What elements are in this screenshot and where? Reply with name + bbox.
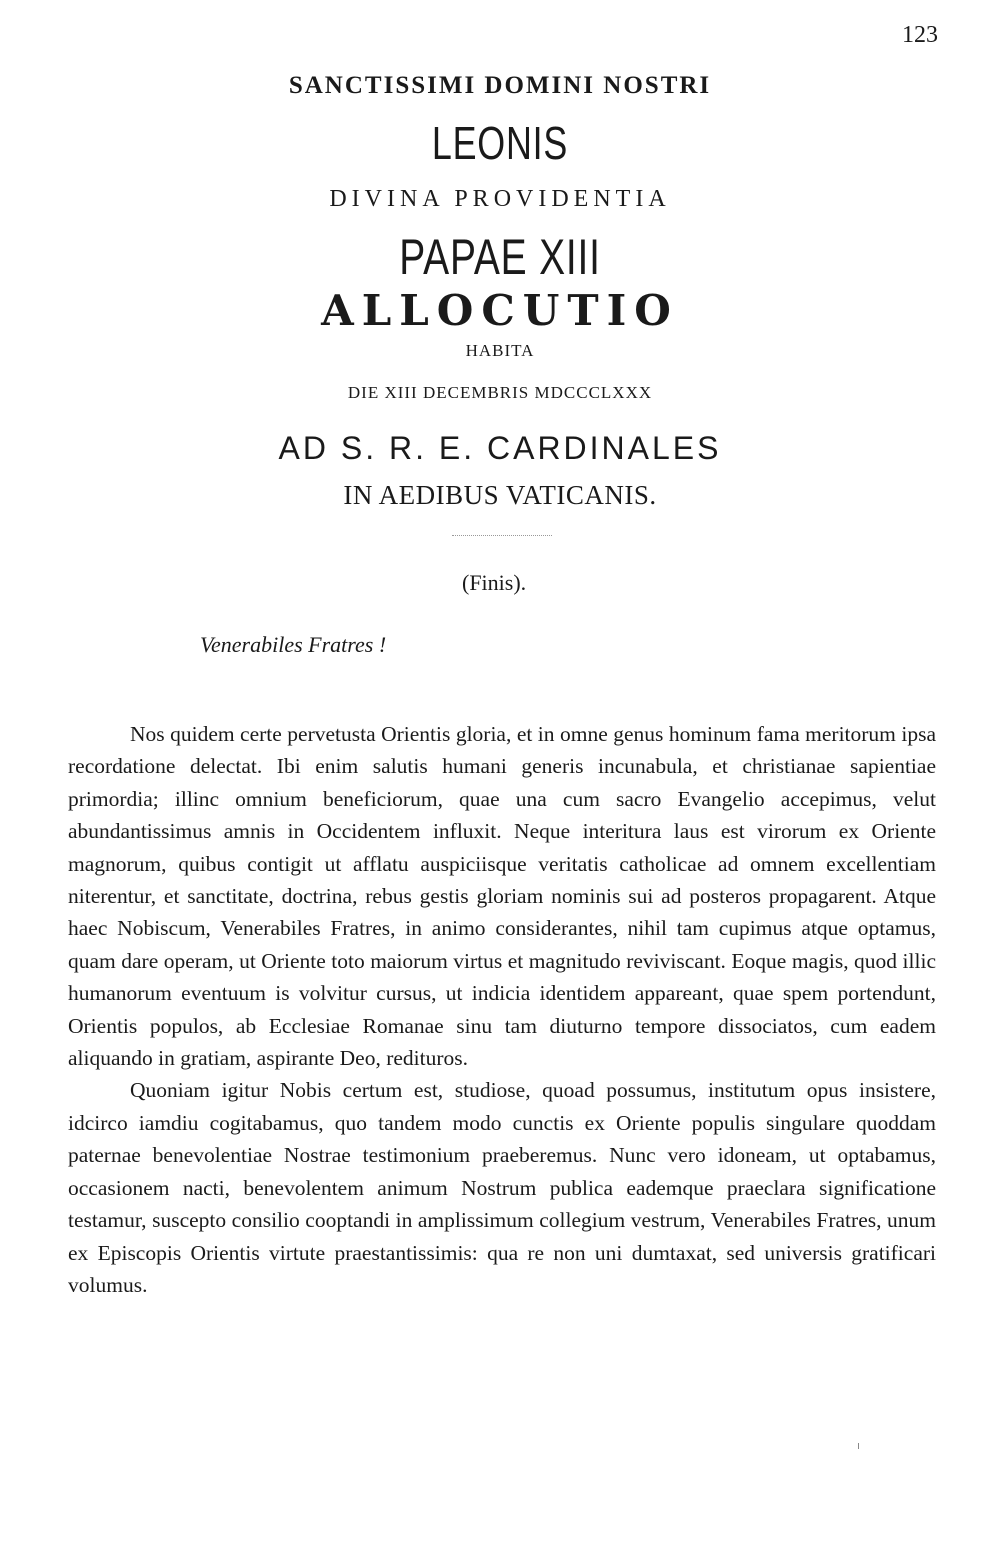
heading-date: DIE XIII DECEMBRIS MDCCCLXXX (347, 383, 653, 402)
heading-habita: HABITA (465, 341, 535, 360)
salutation: Venerabiles Fratres ! (200, 632, 387, 657)
heading-addressees: AD S. R. E. CARDINALES (278, 430, 722, 466)
dotted-divider (452, 535, 552, 536)
paragraph: Nos quidem certe pervetusta Orientis gloria, et in omne genus hominum fama meritorum ipsa recordatione delectat. Ibi enim salutis humani generis incunabula, et christianae sapientiae primordia; illinc omnium beneficiorum, quae una cum sacro Evangelio accepimus, velut abundantissimus amnis in Occidentem influxit. Neque interitura laus est virorum ex Oriente magnorum, quibus contigit ut afflatu auspiciisque veritatis catholicae ad omnem excellentiam niterentur, et sanctitate, doctrina, rebus gestis gloriam nominis sui ad posteros propagarent. Atque haec Nobiscum, Venerabiles Fratres, in animo considerantes, nihil tam cupimus atque optamus, quam dare operam, ut Oriente toto maiorum virtus et magnitudo reviviscant. Eoque magis, quod illic humanorum eventuum is volvitur cursus, ut indicia identidem appareant, quae spem portendunt, Orientis populos, ab Ecclesiae Romanae sinu tam diuturno tempore dissociatos, cum eadem aliquando in gratiam, aspirante Deo, redituros. (68, 722, 936, 1071)
heading-allocutio: ALLOCUTIO (321, 286, 679, 335)
paragraph: Quoniam igitur Nobis certum est, studiose, quoad possumus, institutum opus insistere, idcirco iamdiu cogitabamus, quo tandem modo cunctis ex Oriente populis singulare quoddam paternae benevolentiae Nostrae testimonium praeberemus. Nunc vero idoneam, ut optabamus, occasionem nacti, benevolentem animum Nostrum publica eademque praeclara significatione testamur, suscepto consilio cooptandi in amplissimum collegium vestrum, Venerabiles Fratres, unum ex Episcopis Orientis virtute praestantissimis: qua re non uni dumtaxat, sed universis gratificari volumus. (68, 1078, 936, 1297)
page-number: 123 (902, 22, 938, 48)
body-text (68, 718, 936, 1301)
heading-title: PAPAE XIII (399, 229, 601, 285)
heading-name: LEONIS (431, 117, 569, 169)
finis-note: (Finis). (462, 570, 527, 595)
heading-line-3: DIVINA PROVIDENTIA (329, 186, 671, 212)
heading-line-1: SANCTISSIMI DOMINI NOSTRI (288, 72, 712, 99)
heading-place: IN AEDIBUS VATICANIS. (343, 480, 657, 510)
print-mark (858, 1443, 859, 1449)
